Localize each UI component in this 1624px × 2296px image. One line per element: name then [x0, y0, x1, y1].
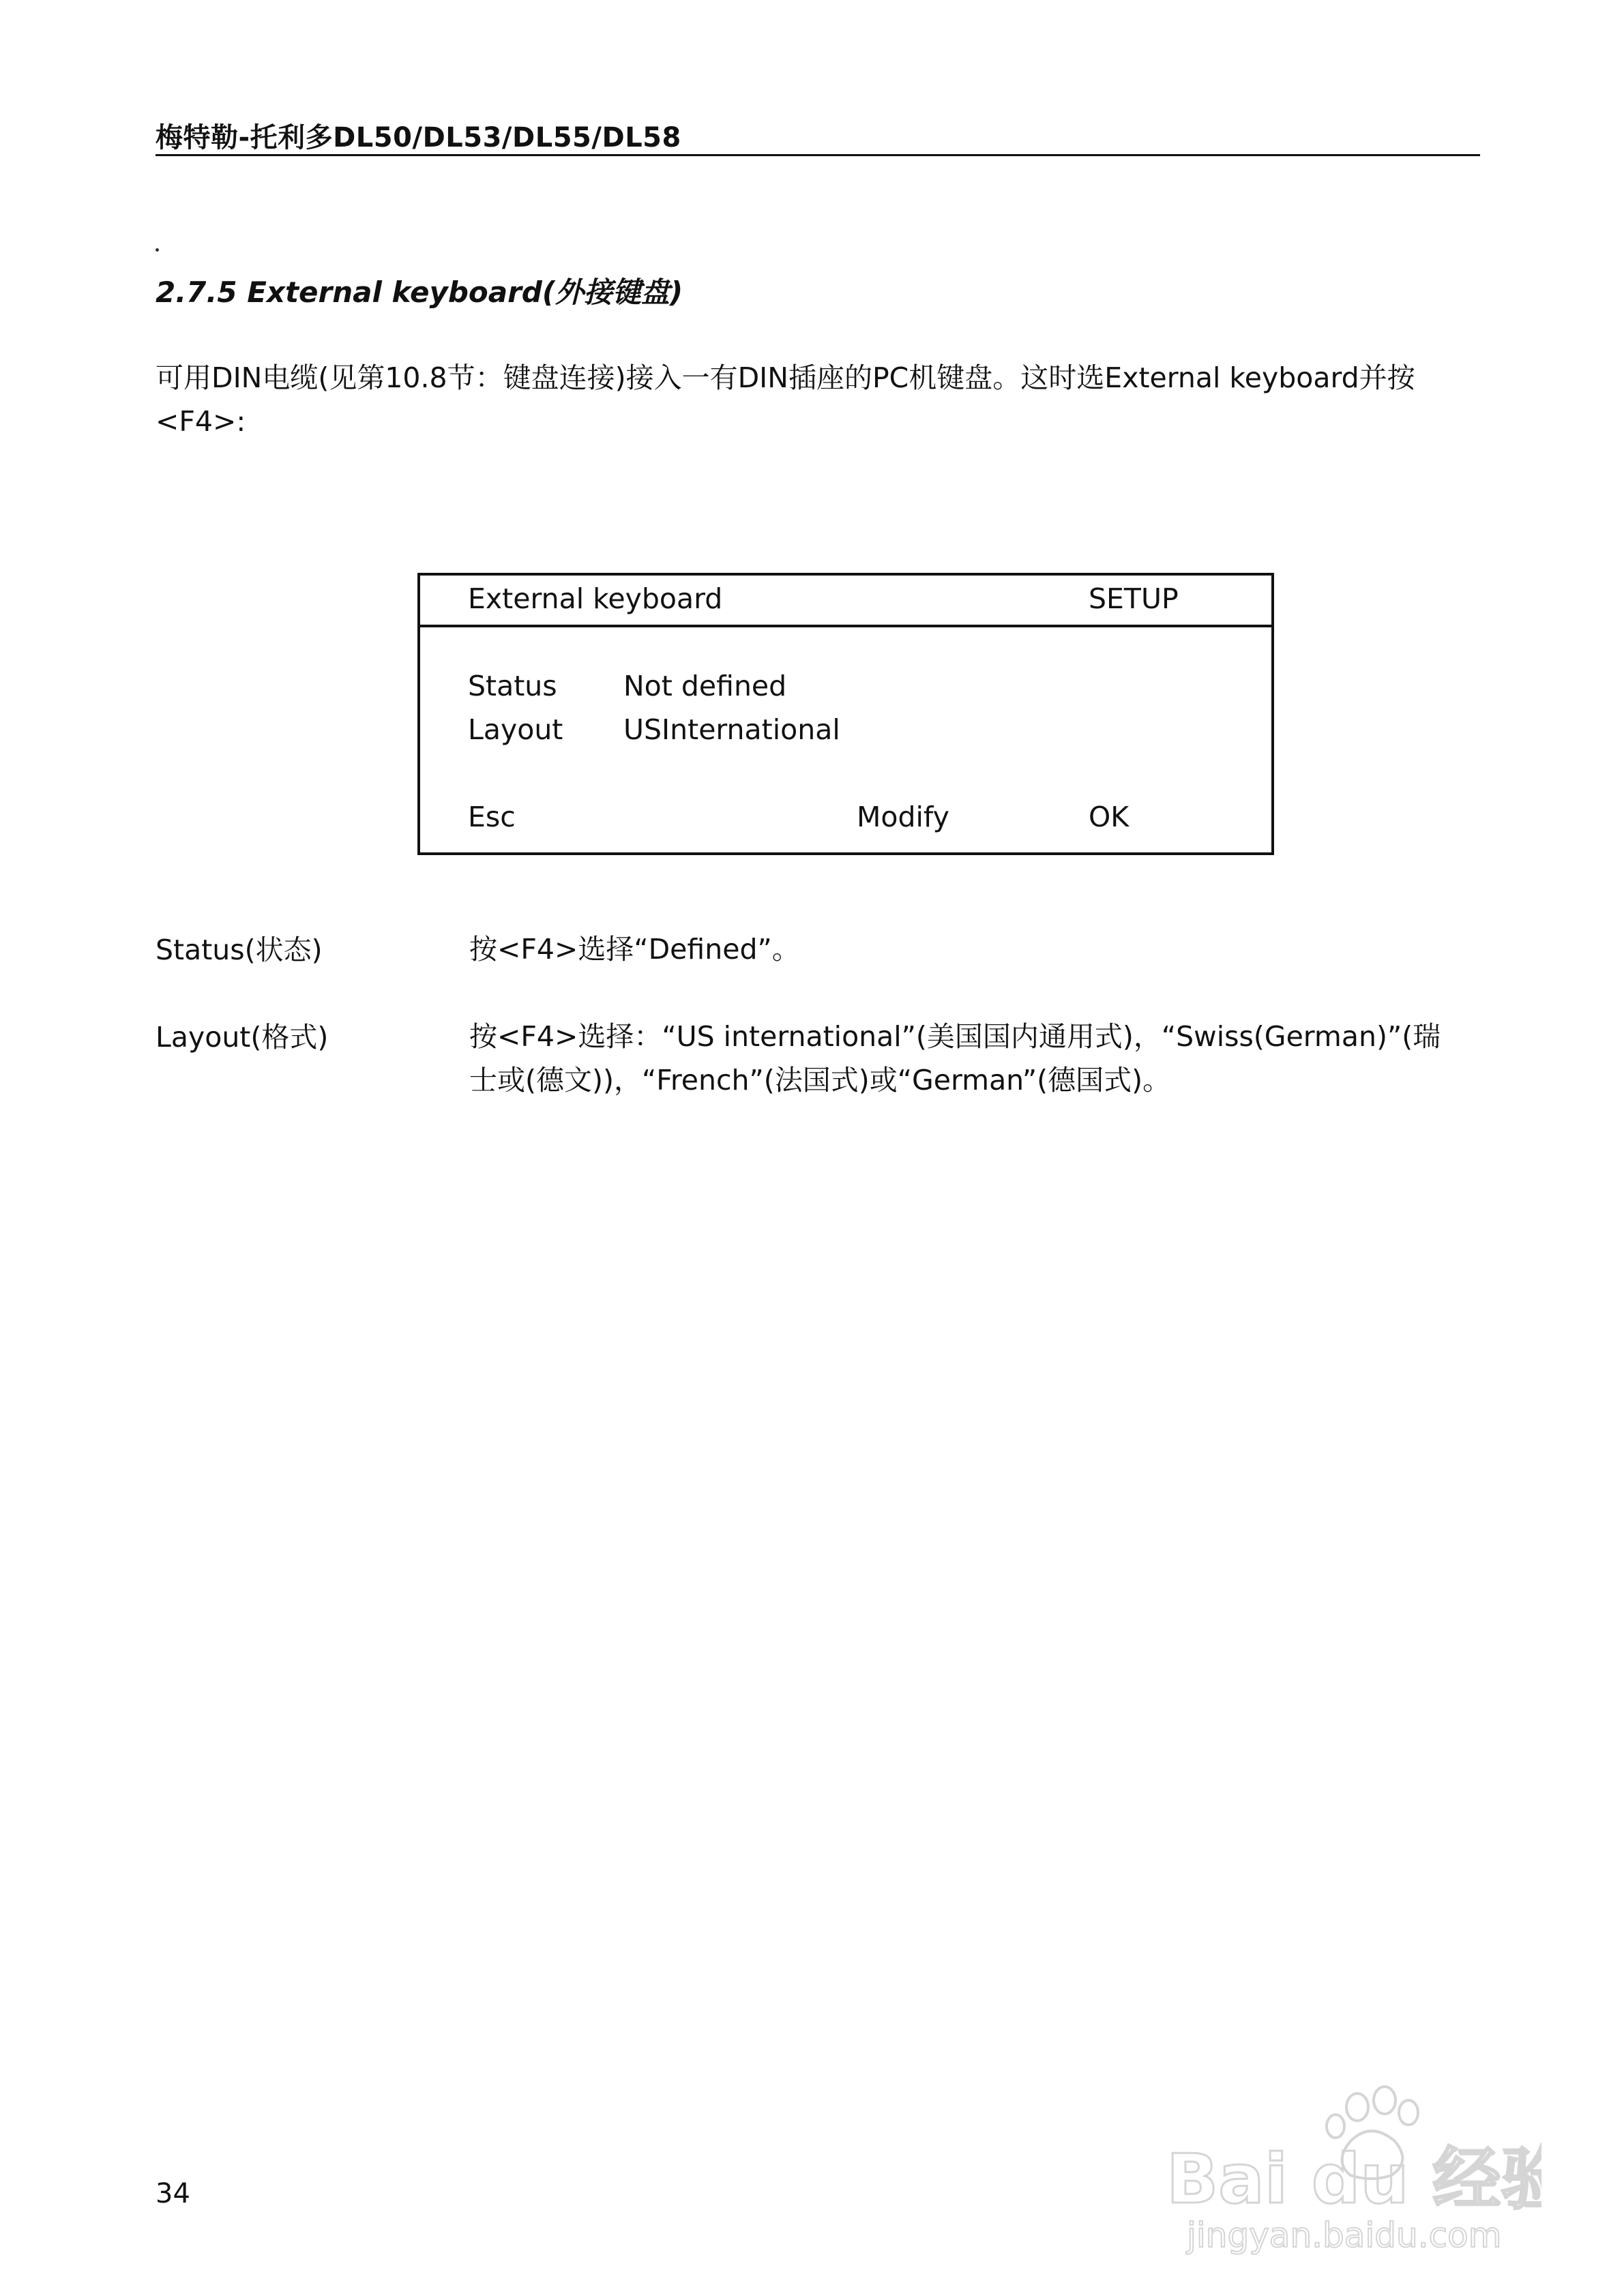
screen-title: External keyboard	[468, 582, 723, 615]
layout-label: Layout	[468, 713, 563, 746]
screen-header-rule	[420, 625, 1271, 627]
device-screen	[417, 573, 1274, 855]
header-rule	[156, 154, 1480, 156]
stray-dot	[156, 248, 159, 252]
baidu-paw-icon	[1160, 2080, 1541, 2257]
baidu-watermark	[1160, 2080, 1541, 2257]
screen-mode: SETUP	[1089, 582, 1179, 615]
status-value: Not defined	[623, 670, 787, 702]
watermark-url: jingyan.baidu.com	[1187, 2216, 1502, 2255]
running-header: 梅特勒-托利多DL50/DL53/DL55/DL58	[156, 122, 681, 153]
definition-term-status: Status(状态)	[156, 934, 323, 966]
ok-softkey: OK	[1089, 801, 1130, 833]
definition-term-layout: Layout(格式)	[156, 1021, 329, 1054]
status-label: Status	[468, 670, 557, 702]
modify-softkey: Modify	[857, 801, 949, 833]
definition-desc-status: 按<F4>选择“Defined”。	[469, 933, 800, 966]
esc-softkey: Esc	[468, 801, 516, 833]
section-heading: 2.7.5 External keyboard(外接键盘)	[156, 275, 683, 309]
layout-value: USInternational	[623, 713, 840, 746]
watermark-brand: Bai du 经验	[1166, 2139, 1541, 2219]
intro-paragraph: 可用DIN电缆(见第10.8节：键盘连接)接入一有DIN插座的PC机键盘。这时选External keyboard并按<F4>:	[156, 361, 1415, 438]
definition-desc-layout: 按<F4>选择：“US international”(美国国内通用式)，“Swiss(German)”(瑞士或(德文))，“French”(法国式)或“German”(德国式)。	[469, 1020, 1441, 1097]
page-number: 34	[156, 2178, 190, 2209]
